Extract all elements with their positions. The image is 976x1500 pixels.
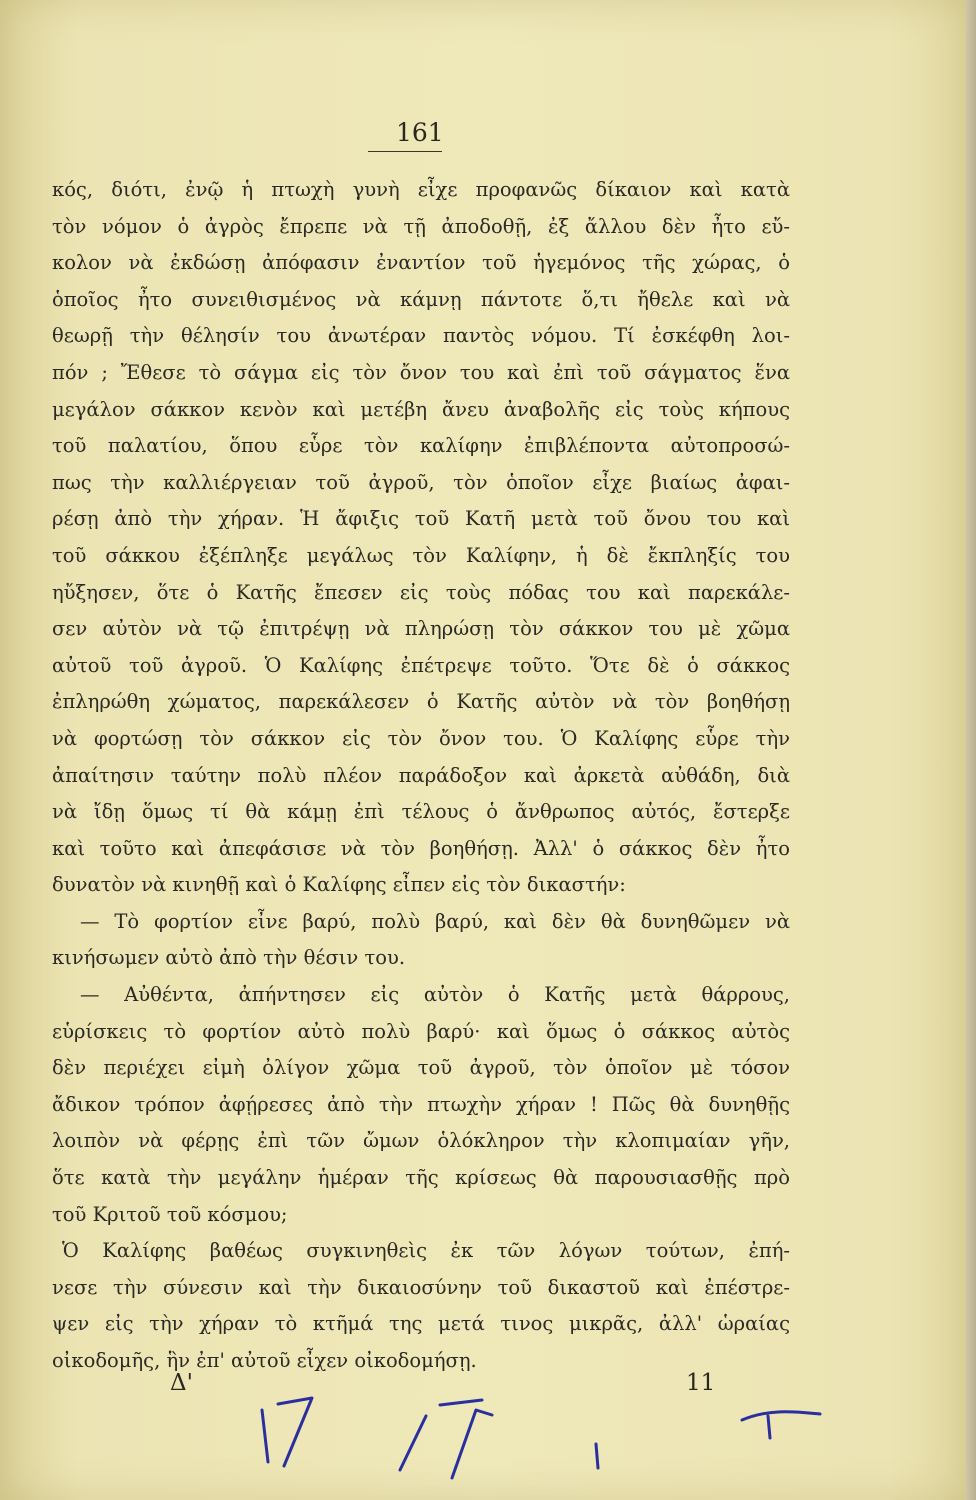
signature-mark-right: 11 bbox=[686, 1370, 716, 1396]
text-line: κός, διότι, ἐνῷ ἡ πτωχὴ γυνὴ εἶχε προφανῶς δίκαιον καὶ κατὰ bbox=[52, 178, 790, 201]
text-line: Ὁ Καλίφης βαθέως συγκινηθεὶς ἐκ τῶν λόγων τούτων, ἐπή- bbox=[62, 1239, 790, 1263]
text-line: νεσε τὴν σύνεσιν καὶ τὴν δικαιοσύνην τοῦ δικαστοῦ καὶ ἐπέστρε- bbox=[52, 1275, 790, 1299]
text-line: νὰ φορτώσῃ τὸν σάκκον εἰς τὸν ὄνον του. Ὁ Καλίφης εὗρε τὴν bbox=[52, 726, 790, 750]
text-line: νὰ ἴδῃ ὅμως τί θὰ κάμῃ ἐπὶ τέλους ὁ ἄνθρωπος αὐτός, ἔστερξε bbox=[52, 800, 790, 824]
pen-mark-tick bbox=[596, 1444, 598, 1468]
text-line: κινήσωμεν αὐτὸ ἀπὸ τὴν θέσιν του. bbox=[52, 946, 406, 970]
pen-mark-17-b bbox=[400, 1400, 492, 1478]
text-line: πόν ; Ἔθεσε τὸ σάγμα εἰς τὸν ὄνον του καὶ ἐπὶ τοῦ σάγματος ἕνα bbox=[52, 360, 790, 384]
text-line: θεωρῇ τὴν θέλησίν του ἀνωτέραν παντὸς νόμου. Τί ἐσκέφθη λοι- bbox=[52, 324, 790, 348]
text-line: δυνατὸν νὰ κινηθῇ καὶ ὁ Καλίφης εἶπεν εἰς τὸν δικαστήν: bbox=[52, 873, 626, 897]
text-line: ὁποῖος ἦτο συνειθισμένος νὰ κάμνῃ πάντοτε ὅ,τι ἤθελε καὶ νὰ bbox=[52, 287, 790, 311]
text-line: τοῦ παλατίου, ὅπου εὗρε τὸν καλίφην ἐπιβλέποντα αὐτοπροσώ- bbox=[52, 434, 790, 458]
pen-mark-17-a bbox=[262, 1398, 312, 1466]
text-line: τοῦ Κριτοῦ τοῦ κόσμου; bbox=[52, 1202, 288, 1226]
text-line: λοιπὸν νὰ φέρῃς ἐπὶ τῶν ὤμων ὁλόκληρον τὴν κλοπιμαίαν γῆν, bbox=[52, 1129, 790, 1153]
text-line: πως τὴν καλλιέργειαν τοῦ ἀγροῦ, τὸν ὁποῖον εἶχε βιαίως ἀφαι- bbox=[52, 470, 790, 494]
text-line: τοῦ σάκκου ἐξέπληξε μεγάλως τὸν Καλίφην, ἡ δὲ ἔκπληξίς του bbox=[52, 543, 790, 567]
text-line: ἐπληρώθη χώματος, παρεκάλεσεν ὁ Κατῆς αὐτὸν νὰ τὸν βοηθήσῃ bbox=[52, 690, 790, 714]
text-line: κολον νὰ ἐκδώσῃ ἀπόφασιν ἐναντίον τοῦ ἡγεμόνος τῆς χώρας, ὁ bbox=[52, 251, 790, 275]
text-line: — Τὸ φορτίον εἶνε βαρύ, πολὺ βαρύ, καὶ δὲν θὰ δυνηθῶμεν νὰ bbox=[80, 909, 790, 933]
text-line: ἄδικον τρόπον ἀφῄρεσες ἀπὸ τὴν πτωχὴν χήραν ! Πῶς θὰ δυνηθῇς bbox=[52, 1092, 790, 1116]
text-line: μεγάλον σάκκον κενὸν καὶ μετέβη ἄνευ ἀναβολῆς εἰς τοὺς κήπους bbox=[52, 397, 790, 421]
text-line: οἰκοδομῆς, ἣν ἐπ' αὐτοῦ εἶχεν οἰκοδομήσῃ. bbox=[52, 1349, 477, 1372]
text-line: καὶ τοῦτο καὶ ἀπεφάσισε νὰ τὸν βοηθήσῃ. Ἀλλ' ὁ σάκκος δὲν ἦτο bbox=[52, 836, 790, 860]
text-line: τὸν νόμον ὁ ἀγρὸς ἔπρεπε νὰ τῇ ἀποδοθῇ, ἐξ ἄλλου δὲν ἦτο εὔ- bbox=[52, 214, 790, 238]
text-line: εὑρίσκεις τὸ φορτίον αὐτὸ πολὺ βαρύ· καὶ ὅμως ὁ σάκκος αὐτὸς bbox=[52, 1019, 790, 1043]
page-edge bbox=[966, 0, 976, 1500]
text-line: ὅτε κατὰ τὴν μεγάλην ἡμέραν τῆς κρίσεως θὰ παρουσιασθῇς πρὸ bbox=[52, 1166, 790, 1190]
text-line: — Αὐθέντα, ἀπήντησεν εἰς αὐτὸν ὁ Κατῆς μετὰ θάρρους, bbox=[80, 983, 790, 1007]
text-line: ἀπαίτησιν ταύτην πολὺ πλέον παράδοξον καὶ ἀρκετὰ αὐθάδη, διὰ bbox=[52, 763, 790, 787]
text-line: ρέσῃ ἀπὸ τὴν χήραν. Ἡ ἄφιξις τοῦ Κατῆ μετὰ τοῦ ὄνου του καὶ bbox=[52, 507, 790, 531]
page-number: 161 bbox=[396, 118, 444, 147]
signature-mark-left: Δ' bbox=[170, 1370, 193, 1396]
pen-mark-right bbox=[742, 1412, 820, 1438]
text-line: ψεν εἰς τὴν χήραν τὸ κτῆμά της μετά τινος μικρᾶς, ἀλλ' ὡραίας bbox=[52, 1312, 790, 1336]
text-line: αὐτοῦ τοῦ ἀγροῦ. Ὁ Καλίφης ἐπέτρεψε τοῦτο. Ὅτε δὲ ὁ σάκκος bbox=[52, 653, 790, 677]
text-line: σεν αὐτὸν νὰ τῷ ἐπιτρέψῃ νὰ πληρώσῃ τὸν σάκκον του μὲ χῶμα bbox=[52, 617, 790, 641]
text-line: ηὔξησεν, ὅτε ὁ Κατῆς ἔπεσεν εἰς τοὺς πόδας του καὶ παρεκάλε- bbox=[52, 580, 790, 604]
text-line: δὲν περιέχει εἰμὴ ὀλίγον χῶμα τοῦ ἀγροῦ, τὸν ὁποῖον μὲ τόσον bbox=[52, 1056, 790, 1080]
